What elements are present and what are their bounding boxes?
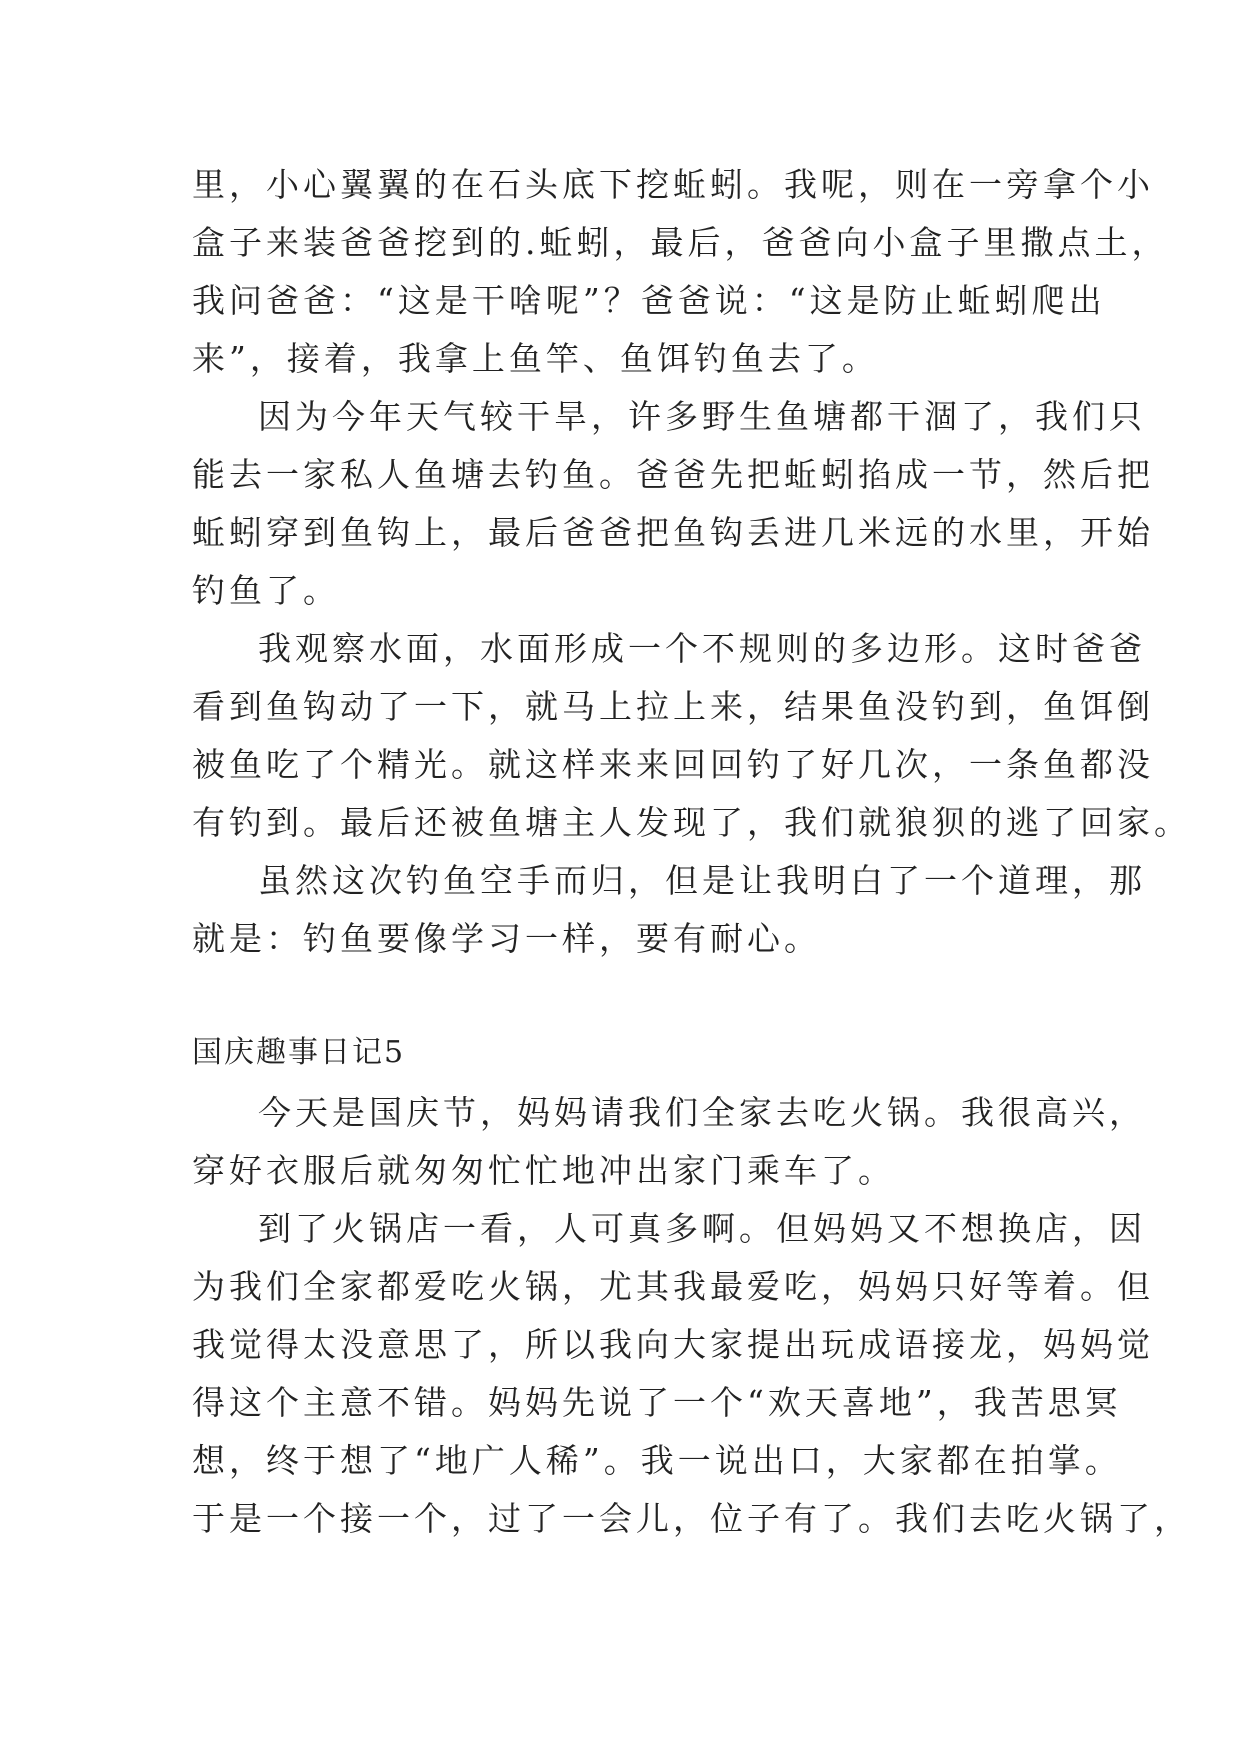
text-line: 盒子来装爸爸挖到的.蚯蚓，最后，爸爸向小盒子里撒点土， [192,223,1169,262]
text-line: 我观察水面，水面形成一个不规则的多边形。这时爸爸 [258,629,1146,668]
text-line: 我觉得太没意思了，所以我向大家提出玩成语接龙，妈妈觉 [192,1325,1154,1364]
text-line: 蚯蚓穿到鱼钩上，最后爸爸把鱼钩丢进几米远的水里，开始 [192,513,1154,552]
text-line: 来”，接着，我拿上鱼竿、鱼饵钓鱼去了。 [192,339,879,378]
text-line: 就是：钓鱼要像学习一样，要有耐心。 [192,919,821,958]
text-line: 想，终于想了“地广人稀”。我一说出口，大家都在拍掌。 [192,1441,1122,1480]
text-line: 能去一家私人鱼塘去钓鱼。爸爸先把蚯蚓掐成一节，然后把 [192,455,1154,494]
text-line: 今天是国庆节，妈妈请我们全家去吃火锅。我很高兴， [258,1093,1146,1132]
text-line: 穿好衣服后就匆匆忙忙地冲出家门乘车了。 [192,1151,895,1190]
text-line: 看到鱼钩动了一下，就马上拉上来，结果鱼没钓到，鱼饵倒 [192,687,1154,726]
text-line: 被鱼吃了个精光。就这样来来回回钓了好几次，一条鱼都没 [192,745,1154,784]
text-line: 我问爸爸：“这是干啥呢”？爸爸说：“这是防止蚯蚓爬出 [192,281,1106,320]
text-line: 里，小心翼翼的在石头底下挖蚯蚓。我呢，则在一旁拿个小 [192,165,1154,204]
text-line: 虽然这次钓鱼空手而归，但是让我明白了一个道理，那 [258,861,1146,900]
section-heading: 国庆趣事日记5 [192,1035,406,1070]
text-line: 钓鱼了。 [192,571,340,610]
text-line: 因为今年天气较干旱，许多野生鱼塘都干涸了，我们只 [258,397,1146,436]
text-line: 为我们全家都爱吃火锅，尤其我最爱吃，妈妈只好等着。但 [192,1267,1154,1306]
text-line: 于是一个接一个，过了一会儿，位子有了。我们去吃火锅了， [192,1499,1191,1538]
text-line: 得这个主意不错。妈妈先说了一个“欢天喜地”，我苦思冥 [192,1383,1122,1422]
text-line: 到了火锅店一看，人可真多啊。但妈妈又不想换店，因 [258,1209,1146,1248]
text-line: 有钓到。最后还被鱼塘主人发现了，我们就狼狈的逃了回家。 [192,803,1191,842]
